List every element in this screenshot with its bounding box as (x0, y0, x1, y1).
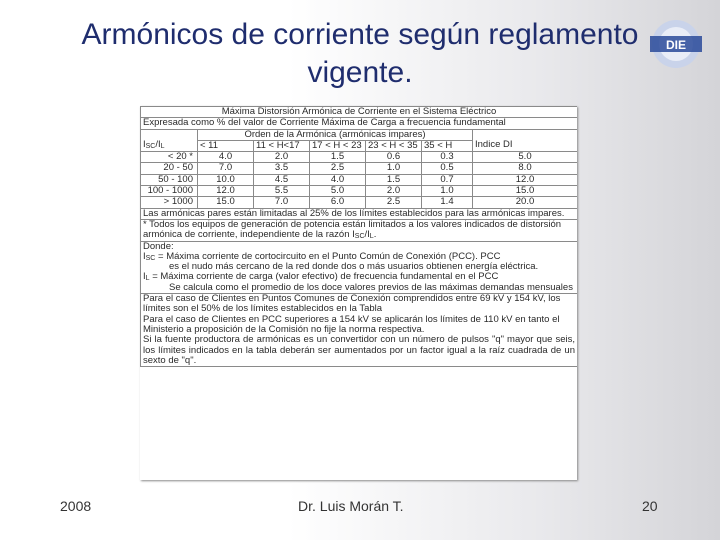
donde-label: Donde: (143, 241, 174, 252)
definitions: Donde: $I_{SC}$ = Máxima corriente de cortocircuito en el Punto Común de Conexión (PCC). PCC es el nudo más cercano de la red donde dos o más usuarios obtienen energía eléctrica. $I_L$ = Máxima corriente de carga (valor efectivo) de frecuencia fundamental en el PCC Se calcula como el promedio de los doce valores previos de las máximas demandas mensuales (141, 241, 578, 293)
table-row: < 20 * 4.0 2.0 1.5 0.6 0.3 5.0 (141, 152, 578, 163)
notes-pcc: Para el caso de Clientes en Puntos Comunes de Conexión comprendidos entre 69 kV y 154 kV, los límites son el 50% de los límites establecidos en la Tabla Para el caso de Clientes en PCC superiores a 154 kV se aplicarán los límites de 110 kV en tanto el Ministerio a proposición de la Comisión no fije la norma respectiva. Si la fuente productora de armónicas es un convertidor con un número de pulsos "q" mayor que seis, los límites indicados en la tabla deberán ser aumentados por un factor igual a la raíz cuadrada de un sexto de "q". (141, 294, 578, 367)
footer-author: Dr. Luis Morán T. (298, 498, 404, 514)
isc-definition: $I_{SC}$ = Máxima corriente de cortocircuito en el Punto Común de Conexión (PCC). PCC (143, 250, 501, 262)
die-logo-icon (650, 18, 702, 70)
slide-title-line1: Armónicos de corriente según reglamento (81, 18, 639, 51)
table-row: 100 - 1000 12.0 5.5 5.0 2.0 1.0 15.0 (141, 186, 578, 197)
col-header: 23 < H < 35 (366, 140, 422, 151)
footer-year: 2008 (60, 498, 92, 514)
slide-title (40, 16, 680, 92)
table-row: > 1000 15.0 7.0 6.0 2.5 1.4 20.0 (141, 197, 578, 208)
ratio-header: $I_{SC}/I_L$ (141, 140, 198, 151)
col-header: 17 < H < 23 (310, 140, 366, 151)
slide-title-line2: vigente. (307, 56, 413, 89)
col-header: 11 < H<17 (254, 140, 310, 151)
order-header: Orden de la Armónica (armónicas impares) (198, 129, 473, 140)
table-row: 20 - 50 7.0 3.5 2.5 1.0 0.5 8.0 (141, 163, 578, 174)
logo-text: DIE (665, 38, 687, 52)
col-header: Índice DI (473, 140, 578, 151)
note-even-harmonics: Las armónicas pares están limitadas al 25% de los límites establecidos para las armónicas impares. (141, 208, 578, 219)
table-subtitle: Expresada como % del valor de Corriente Máxima de Carga a frecuencia fundamental (141, 118, 578, 129)
col-header: 35 < H (422, 140, 473, 151)
note-generation: * Todos los equipos de generación de potencia están limitados a los valores indicados de distorsión armónica de corriente, independiente de la razón $I_{SC}/I_L$. (141, 219, 578, 241)
table-title: Máxima Distorsión Armónica de Corriente en el Sistema Eléctrico (141, 107, 578, 118)
harmonics-document (140, 106, 577, 480)
il-definition: $I_L$ = Máxima corriente de carga (valor efectivo) de frecuencia fundamental en el PCC (143, 271, 499, 283)
table-row: 50 - 100 10.0 4.5 4.0 1.5 0.7 12.0 (141, 174, 578, 185)
footer-page-number: 20 (642, 498, 658, 514)
col-header: < 11 (198, 140, 254, 151)
harmonics-table (140, 106, 577, 367)
